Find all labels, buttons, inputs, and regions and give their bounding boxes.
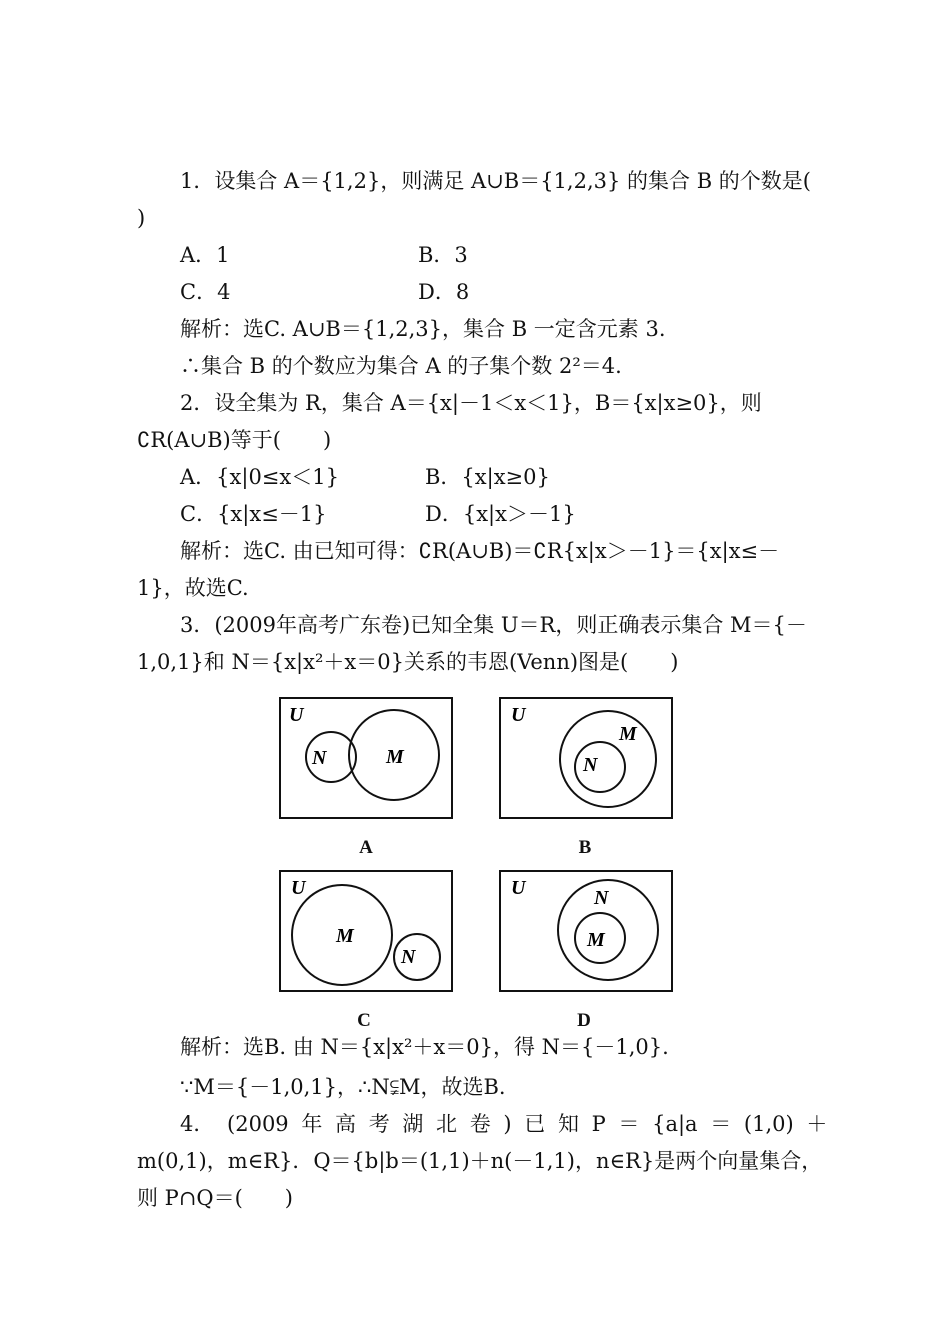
label-m-d: M: [587, 929, 605, 951]
label-n-c: N: [401, 946, 416, 968]
q4-stem-line3: 则 P∩Q＝( ): [137, 1186, 294, 1210]
caption-a: A: [359, 837, 373, 858]
q2-stem-line2: ∁R(A∪B)等于( ): [137, 428, 332, 452]
label-u-c: U: [291, 877, 306, 899]
label-m-b: M: [619, 723, 637, 745]
label-m-a: M: [386, 746, 404, 768]
label-u-b: U: [511, 704, 526, 726]
venn-diagram-a: [279, 697, 453, 819]
q1-options-row1: [180, 240, 820, 270]
q4-stem-line1: 4． (2009 年 高 考 湖 北 卷 ) 已 知 P ＝ {a|a ＝ (1,0) ＋: [180, 1112, 828, 1136]
q1-option-c: C．4: [180, 280, 231, 304]
q2-option-a: A．{x|0≤x＜1}: [180, 465, 339, 489]
q2-solution-line1: 解析：选C. 由已知可得：∁R(A∪B)＝∁R{x|x＞－1}＝{x|x≤－: [180, 539, 780, 563]
venn-diagram-d: [499, 870, 673, 992]
label-n-a: N: [312, 747, 327, 769]
q2-option-b: B．{x|x≥0}: [425, 465, 550, 489]
q2-option-c: C．{x|x≤－1}: [180, 502, 327, 526]
q2-options-row2: [180, 499, 820, 529]
caption-d: D: [577, 1010, 591, 1031]
caption-b: B: [578, 837, 592, 858]
venn-diagram-b: [499, 697, 673, 819]
q2-stem-line1: 2．设全集为 R，集合 A＝{x|－1＜x＜1}，B＝{x|x≥0}，则: [180, 391, 762, 415]
q1-option-d: D．8: [418, 280, 470, 304]
q2-options-row1: [180, 462, 820, 492]
q1-stem-line1: 1．设集合 A＝{1,2}，则满足 A∪B＝{1,2,3} 的集合 B 的个数是(: [180, 169, 811, 193]
q2-option-d: D．{x|x＞－1}: [425, 502, 576, 526]
q3-stem-line1: 3．(2009年高考广东卷)已知全集 U＝R，则正确表示集合 M＝{－: [180, 613, 807, 637]
label-u-d: U: [511, 877, 526, 899]
q1-solution-line1: 解析：选C. A∪B＝{1,2,3}，集合 B 一定含元素 3.: [180, 317, 666, 341]
q3-solution-line1: 解析：选B. 由 N＝{x|x²＋x＝0}，得 N＝{－1,0}.: [180, 1035, 669, 1059]
label-m-c: M: [336, 925, 354, 947]
q1-option-a: A．1: [180, 243, 230, 267]
q4-stem-line2: m(0,1)，m∈R}．Q＝{b|b＝(1,1)＋n(－1,1)，n∈R}是两个向量集合，: [137, 1149, 823, 1173]
q1-stem-line2: ): [137, 206, 146, 230]
q2-solution-line2: 1}，故选C.: [137, 576, 249, 600]
universe-box-c: [280, 871, 452, 991]
venn-diagram-c: [279, 870, 453, 992]
q1-options-row2: [180, 277, 820, 307]
label-n-d: N: [594, 887, 609, 909]
label-u-a: U: [289, 704, 304, 726]
q1-solution-line2: ∴集合 B 的个数应为集合 A 的子集个数 2²＝4.: [180, 354, 622, 378]
universe-box-d: [500, 871, 672, 991]
caption-c: C: [357, 1010, 371, 1031]
q3-stem-line2: 1,0,1}和 N＝{x|x²＋x＝0}关系的韦恩(Venn)图是( ): [137, 650, 679, 674]
q1-option-b: B．3: [418, 243, 468, 267]
label-n-b: N: [583, 754, 598, 776]
circle-m-b: [560, 711, 656, 807]
q3-solution-line2: ∵M＝{－1,0,1}，∴N⫋M，故选B.: [180, 1075, 506, 1099]
